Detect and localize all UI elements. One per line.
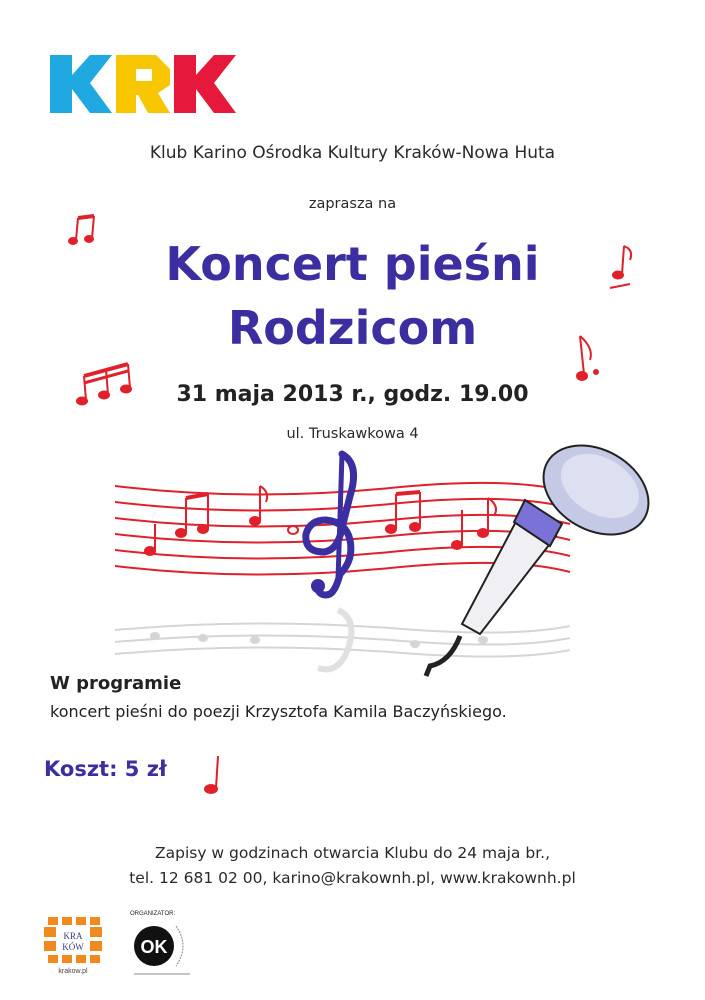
music-note-icon (74, 356, 140, 410)
signup-line1: Zapisy w godzinach otwarcia Klubu do 24 maja br., (154, 844, 550, 862)
music-staff-illustration (110, 440, 670, 680)
ok-logo-text: OK (140, 937, 168, 957)
invites-text: zaprasza na (308, 196, 397, 212)
svg-text:KÓW: KÓW (62, 942, 84, 952)
krk-logo (50, 55, 240, 115)
microphone-icon (426, 440, 664, 676)
event-title-line1: Koncert pieśni (165, 237, 540, 291)
club-name: Klub Karino Ośrodka Kultury Kraków-Nowa Huta (149, 143, 556, 163)
program-heading: W programie (50, 673, 182, 694)
ok-logo (130, 920, 194, 980)
krakow-logo-text: krakow.pl (58, 968, 88, 975)
music-note-icon (566, 330, 606, 390)
music-note-icon (200, 752, 226, 798)
event-address: ul. Truskawkowa 4 (286, 426, 419, 442)
music-note-icon (604, 240, 640, 294)
organizer-label: ORGANIZATOR: (130, 911, 176, 917)
event-title-line2: Rodzicom (227, 301, 478, 355)
event-date: 31 maja 2013 r., godz. 19.00 (176, 382, 529, 407)
program-text: koncert pieśni do poezji Krzysztofa Kamila Baczyńskiego. (50, 702, 507, 721)
signup-line2: tel. 12 681 02 00, karino@krakownh.pl, www.krakownh.pl (129, 869, 576, 887)
svg-text:KRA: KRA (63, 931, 83, 941)
music-note-icon (64, 210, 104, 250)
cost-label: Koszt: 5 zł (44, 757, 167, 781)
krakow-logo (42, 915, 104, 977)
